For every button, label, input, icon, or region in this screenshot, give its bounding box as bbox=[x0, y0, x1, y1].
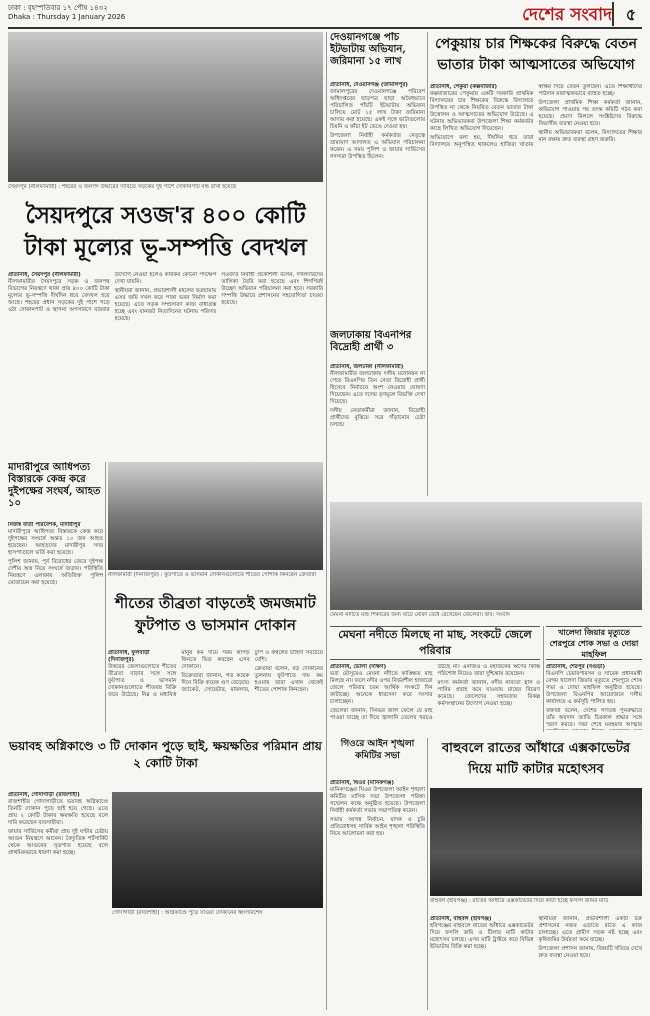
column-divider bbox=[427, 738, 428, 1010]
pekua-body bbox=[430, 84, 642, 496]
gitaraj-body bbox=[330, 780, 425, 1010]
winter-photo-caption: নীলফামারী (দিনাজপুর) : ফুটপাতে ও ভাসমান দোকানগুলোতে শীতের পোশাক কিনছেন ক্রেতারা bbox=[108, 572, 317, 578]
header-rule bbox=[8, 27, 642, 29]
pekua-dateline: প্রতিনিধি, পেকুয়া (কক্সবাজার) bbox=[430, 84, 497, 90]
saidpur-paragraph: নীলফামারীর সৈয়দপুরে সড়ক ও জনপথ বিভাগের নিয়ন্ত্রণে থাকা প্রায় ৪০০ কোটি টাকা মূল্যের ভূ-সম্পত্তি দীর্ঘদিন ধরে বেদখল হয়ে আছে। শহরের প্রধান সড়কের দুই পাশে গড়ে ওঠা দোকানপাট ও স্থাপনা অপসারণে বারবার উদ্যোগ নেওয়া হলেও কার্যকর কোনো পদক্ষেপ দেখা যায়নি। bbox=[8, 272, 217, 313]
jaldhaka-paragraph: নীলফামারীর জলঢাকায় দলীয় মনোনয়ন না পেয়ে বিএনপির তিন নেতা বিদ্রোহী প্রার্থী হিসেবে নির্বাচনে অংশ নেওয়ার ঘোষণা দিয়েছেন। এতে দলের তৃণমূলে বিভক্তি দেখা দিয়েছে। bbox=[330, 371, 425, 405]
winter-paragraph: উত্তরের জেলাগুলোতে শীতের তীব্রতা বাড়ার সঙ্গে সঙ্গে ফুটপাত ও ভাসমান দোকানগুলোতে শীতবস্ত্র বিক্রি জমে উঠেছে। নিম্ন ও মধ্যবিত্ত মানুষ কম দামে গরম কাপড় কিনতে ভিড় করছেন এসব দোকানে। bbox=[108, 650, 250, 698]
madaripur-headline: মাদারীপুরে আধিপত্য বিস্তারকে কেন্দ্র করে দুইপক্ষের সংঘর্ষ, আহত ১০ bbox=[8, 462, 101, 509]
fire-headline: ভয়াবহ অগ্নিকাণ্ডে ৩ টি দোকান পুড়ে ছাই, ক্ষয়ক্ষতির পরিমান প্রায় ২ কোটি টাকা bbox=[9, 739, 322, 770]
meghna-dateline: প্রতিনিধি, ভোলা (দক্ষিণ) bbox=[330, 664, 387, 670]
column-divider bbox=[543, 626, 544, 732]
saidpur-headline: সৈয়দপুরে সওজ'র ৪০০ কোটি টাকা মূল্যের ভূ-সম্পত্তি বেদখল bbox=[24, 202, 307, 261]
dewanganj-dateline: প্রতিনিধি, দেওয়ানগঞ্জ (জামালপুর) bbox=[330, 82, 408, 88]
excavator-photo bbox=[430, 788, 642, 896]
jaldhaka-body bbox=[330, 364, 425, 494]
pekua-paragraph: স্থানীয় অভিভাবকরা বলেন, বিদ্যালয়ের শিক্ষার মান রক্ষায় দ্রুত ব্যবস্থা গ্রহণ জরুরি। bbox=[538, 130, 642, 143]
jaldhaka-dateline: প্রতিনিধি, জলঢাকা (নীলফামারী) bbox=[330, 364, 404, 370]
madaripur-body bbox=[8, 522, 103, 732]
column-divider bbox=[427, 32, 428, 496]
gitaraj-dateline: প্রতিনিধি, ঘিওর (মানিকগঞ্জ) bbox=[330, 780, 394, 786]
excavator-paragraph: হবিগঞ্জের বাহুবলে রাতের আঁধারে এক্সকাভেটর দিয়ে ফসলি জমি ও টিলার মাটি কাটার মহোৎসব চলছে। এসব মাটি ট্রাক্টরে করে বিভিন্ন ইটভাটায় বিক্রি করা হচ্ছে। bbox=[430, 923, 534, 950]
saidpur-dateline: প্রতিনিধি, সৈয়দপুর (নীলফামারী) bbox=[8, 272, 81, 278]
winter-body bbox=[108, 650, 323, 730]
column-divider bbox=[105, 462, 106, 732]
pekua-paragraph: কক্সবাজারের পেকুয়ায় একটি সরকারি প্রাথমিক বিদ্যালয়ের চার শিক্ষকের বিরুদ্ধে বিদ্যালয়ে উপস্থিত না থেকে নিয়মিত বেতন ভাতার টাকা উত্তোলন ও আত্মসাতের অভিযোগ উঠেছে। এ ঘটনায় অভিভাবকরা উপজেলা শিক্ষা কর্মকর্তার কাছে লিখিত অভিযোগ দিয়েছেন। bbox=[430, 91, 534, 132]
jaldhaka-paragraph: দলীয় নেতাকর্মীরা জানান, বিদ্রোহী প্রার্থীদের বুঝিয়ে সরে দাঁড়ানোর চেষ্টা চলছে। bbox=[330, 408, 425, 428]
excavator-dateline: প্রতিনিধি, বাহুবল (হবিগঞ্জ) bbox=[430, 916, 492, 922]
meghna-headline: মেঘনা নদীতে মিলছে না মাছ, সংকটে জেলে পরিবার bbox=[330, 626, 540, 660]
fire-photo bbox=[112, 792, 323, 908]
sherpur-paragraph: বিএনপি চেয়ারপারসন ও সাবেক প্রধানমন্ত্রী বেগম খালেদা জিয়ার মৃত্যুতে শেরপুরে শোক সভা ও দোয়া মাহফিল অনুষ্ঠিত হয়েছে। উপজেলা বিএনপির আয়োজনে দলীয় কার্যালয়ে এ কর্মসূচি পালিত হয়। bbox=[546, 671, 642, 705]
column-divider bbox=[326, 32, 327, 1010]
excavator-body bbox=[430, 916, 642, 1012]
meghna-paragraph: জেলেরা জানান, দিনভর জাল ফেলে যে মাছ পাওয়া যাচ্ছে তা দিয়ে জ্বালানি তেলের খরচও উঠছে না। এনজিও ও মহাজনের ঋণের কিস্তি পরিশোধ নিয়েও তারা দুশ্চিন্তায় রয়েছেন। bbox=[330, 664, 540, 721]
pekua-headline: পেকুয়ায় চার শিক্ষকের বিরুদ্ধে বেতন ভাতার টাকা আত্মসাতের অভিযোগ bbox=[435, 36, 637, 73]
winter-headline: শীতের তীব্রতা বাড়তেই জমজমাট ফুটপাত ও ভাসমান দোকান bbox=[115, 594, 316, 634]
sherpur-paragraph: বক্তারা বলেন, দেশের গণতন্ত্র পুনরুদ্ধারে তাঁর অবদান জাতি চিরকাল শ্রদ্ধার সঙ্গে স্মরণ করবে। সভা শেষে মরহুমার আত্মার bbox=[546, 708, 642, 728]
fire-paragraph: রাজশাহীর গোদাগাড়ীতে ভয়াবহ অগ্নিকাণ্ডে তিনটি দোকান পুড়ে ছাই হয়ে গেছে। এতে প্রায় ২ কোটি টাকার ক্ষয়ক্ষতি হয়েছে বলে দাবি করেছেন ব্যবসায়ীরা। bbox=[8, 799, 108, 826]
winter-paragraph: ক্রেতারা বলেন, বড় দোকানের তুলনায় ফুটপাতে দাম কম হওয়ায় তারা এখান থেকেই শীতের পোশাক কিনছেন। bbox=[254, 666, 323, 693]
fire-paragraph: ফায়ার সার্ভিসের কর্মীরা প্রায় দুই ঘণ্টার চেষ্টায় আগুন নিয়ন্ত্রণে আনেন। বৈদ্যুতিক শর্টসার্কিট থেকে আগুনের সূত্রপাত হয়েছে বলে প্রাথমিকভাবে ধারণা করা হচ্ছে। bbox=[8, 829, 108, 856]
meghna-paragraph: মৎস্য কর্মকর্তা জানান, নদীর নাব্যতা হ্রাস ও পানির প্রবাহ কমে যাওয়ায় মাছের বিচরণ কমেছে। জেলেদের সহায়তায় বিকল্প কর্মসংস্থানের উদ্যোগ নেওয়া হচ্ছে। bbox=[437, 680, 540, 707]
madaripur-paragraph: মাদারীপুরে আধিপত্য বিস্তারকে কেন্দ্র করে দুইপক্ষের সংঘর্ষে অন্তত ১০ জন আহত হয়েছেন। আহতদের মাদারীপুর সদর হাসপাতালে ভর্তি করা হয়েছে। bbox=[8, 529, 103, 556]
meghna-paragraph: ভরা মৌসুমেও মেঘনা নদীতে কাঙ্ক্ষিত মাছ মিলছে না। ফলে নদীর ওপর নির্ভরশীল হাজারো জেলে পরিবার চরম আর্থিক সংকটে দিন কাটাচ্ছে। অনেকে ধারদেনা করে সংসার চালাচ্ছেন। bbox=[330, 671, 433, 705]
jaldhaka-headline: জলঢাকায় বিএনপির বিদ্রোহী প্রার্থী ৩ bbox=[330, 330, 412, 353]
fire-body bbox=[8, 792, 108, 1010]
meghna-photo-caption: মেঘনা নদীতে মাছ শিকারের জন্য ঘাটে নৌকা বেঁধে রেখেছেন জেলেরা। ছবি: সংবাদ bbox=[330, 612, 510, 618]
fire-photo-caption: গোদাগাড়ী (রাজশাহী) : অগ্নিকাণ্ডে পুড়ে যাওয়া দোকানের ধ্বংসাবশেষ bbox=[112, 910, 263, 916]
excavator-headline: বাহুবলে রাতের আঁধারে এক্সকাভেটর দিয়ে মাটি কাটার মহোৎসব bbox=[441, 741, 631, 777]
page-number: ৫ bbox=[612, 2, 648, 26]
dewanganj-body bbox=[330, 82, 425, 302]
excavator-paragraph: উপজেলা প্রশাসন জানায়, বিষয়টি খতিয়ে দেখে দ্রুত ব্যবস্থা নেওয়া হবে। bbox=[538, 946, 642, 959]
section-masthead: দেশের সংবাদ bbox=[522, 5, 612, 25]
dewanganj-headline: দেওয়ানগঞ্জে পাঁচ ইটভাটায় অভিযান, জরিমানা ১৫ লাখ bbox=[330, 32, 406, 67]
saidpur-paragraph: সওজ'র নির্বাহী প্রকৌশলী বলেন, দখলদারদের তালিকা তৈরি করা হয়েছে এবং শিগগিরই উচ্ছেদ অভিযান পরিচালনা করা হবে। সরকারি সম্পত্তি উদ্ধারে প্রশাসনের সহযোগিতা চাওয়া হয়েছে। bbox=[221, 272, 323, 306]
winter-dateline: প্রতিনিধি, ফুলবাড়ী (দিনাজপুর) bbox=[108, 650, 150, 663]
sherpur-headline: খালেদা জিয়ার মৃত্যুতে শেরপুরে শোক সভা ও দোয়া মাহফিল bbox=[546, 626, 642, 660]
dewanganj-paragraph: জামালপুরের দেওয়ানগঞ্জে পরিবেশ অধিদপ্তরের ছাড়পত্র ছাড়া অবৈধভাবে পরিচালিত পাঁচটি ইটভাটায় অভিযান চালিয়ে মোট ১৫ লাখ টাকা জরিমানা আদায় করা হয়েছে। একই সঙ্গে ভাটাগুলোর চিমনি ও কাঁচা ইট ভেঙে দেওয়া হয়। bbox=[330, 89, 425, 130]
excavator-paragraph: স্থানীয়রা জানান, প্রভাবশালী একটি চক্র প্রশাসনের নজর এড়াতে রাতে এ কাজ চালাচ্ছে। এতে গ্রামীণ সড়ক নষ্ট হচ্ছে এবং কৃষিজমির উর্বরতা কমে যাচ্ছে। bbox=[538, 916, 642, 943]
fire-dateline: প্রতিনিধি, গোদাগাড়ী (রাজশাহী) bbox=[8, 792, 80, 798]
winter-photo bbox=[108, 462, 323, 570]
sherpur-dateline: প্রতিনিধি, শেরপুর (বগুড়া) bbox=[546, 664, 605, 670]
gitaraj-headline: গিওরে আইন শৃঙ্খলা কমিটির সভা bbox=[340, 739, 415, 761]
header-dateline bbox=[8, 4, 168, 22]
saidpur-body bbox=[8, 272, 323, 456]
madaripur-dateline: নিজস্ব বার্তা পরিবেশক, মাদারীপুর bbox=[8, 522, 81, 528]
saidpur-paragraph: স্থানীয়রা জানান, প্রভাবশালী মহলের ছত্রছায়ায় এসব জমি দখল করে পাকা ভবন নির্মাণ করা হয়েছে। এতে সড়ক সম্প্রসারণ কাজ বাধাগ্রস্ত হচ্ছে এবং যানজট নিত্যদিনের ঘটনায় পরিণত হয়েছে। bbox=[114, 288, 217, 322]
dateline-bangla: ঢাকা : বৃহস্পতিবার ১৭ পৌষ ১৪৩২ bbox=[8, 4, 108, 12]
meghna-body bbox=[330, 664, 540, 730]
winter-paragraph: বিক্রেতারা জানান, গত কয়েক দিনে বিক্রি কয়েক গুণ বেড়েছে। জ্যাকেট, সোয়েটার, মাফলার, টুপি ও কম্বলের চাহিদা সবচেয়ে বেশি। bbox=[181, 650, 323, 693]
dewanganj-paragraph: উপজেলা নির্বাহী কর্মকর্তার নেতৃত্বে ভ্রাম্যমাণ আদালত এ অভিযান পরিচালনা করেন। এ সময় পুলিশ ও ফায়ার সার্ভিসের সদস্যরা উপস্থিত ছিলেন। bbox=[330, 133, 425, 160]
meghna-photo bbox=[330, 502, 642, 610]
gitaraj-paragraph: মানিকগঞ্জের ঘিওর উপজেলা আইন শৃঙ্খলা কমিটির মাসিক সভা উপজেলা পরিষদ সম্মেলন কক্ষে অনুষ্ঠিত হয়েছে। উপজেলা নির্বাহী কর্মকর্তা সভায় সভাপতিত্ব করেন। bbox=[330, 787, 425, 814]
madaripur-paragraph: পুলিশ জানায়, পূর্ব বিরোধের জেরে দুইপক্ষ দেশীয় অস্ত্র নিয়ে সংঘর্ষে জড়ায়। পরিস্থিতি নিয়ন্ত্রণে এলাকায় অতিরিক্ত পুলিশ মোতায়েন করা হয়েছে। bbox=[8, 559, 103, 586]
excavator-photo-caption: বাহুবল (হবিগঞ্জ) : রাতের আঁধারে এক্সকাভেটর দিয়ে কাটা হচ্ছে ফসলি জমির মাটি bbox=[430, 898, 609, 904]
dateline-english: Dhaka : Thursday 1 January 2026 bbox=[8, 13, 126, 21]
sherpur-body bbox=[546, 664, 642, 730]
pekua-paragraph: অভিযোগে বলা হয়, দীর্ঘদিন ধরে তারা বিদ্যালয়ে অনুপস্থিত থাকলেও হাজিরা খাতায় স্বাক্ষর দিয়ে বেতন তুলছেন। এতে শিক্ষার্থীদের পাঠদান মারাত্মকভাবে ব্যাহত হচ্ছে। bbox=[430, 84, 642, 148]
gitaraj-paragraph: সভায় আসন্ন নির্বাচন, মাদক ও চুরি প্রতিরোধসহ সার্বিক আইন শৃঙ্খলা পরিস্থিতি নিয়ে আলোচনা করা হয়। bbox=[330, 817, 425, 837]
saidpur-photo bbox=[8, 32, 323, 182]
pekua-paragraph: উপজেলা প্রাথমিক শিক্ষা কর্মকর্তা জানান, অভিযোগ পাওয়ার পর তদন্ত কমিটি গঠন করা হয়েছে। প্রমাণ মিললে সংশ্লিষ্টদের বিরুদ্ধে বিভাগীয় ব্যবস্থা নেওয়া হবে। bbox=[538, 100, 642, 127]
saidpur-photo-caption: সৈয়দপুর (নীলফামারী) : শহরের ও জনপদ উদ্ধারের দাবিতে সড়কের দুই পাশে দোকানপাট বন্ধ রাখা হয়েছে bbox=[8, 184, 237, 190]
